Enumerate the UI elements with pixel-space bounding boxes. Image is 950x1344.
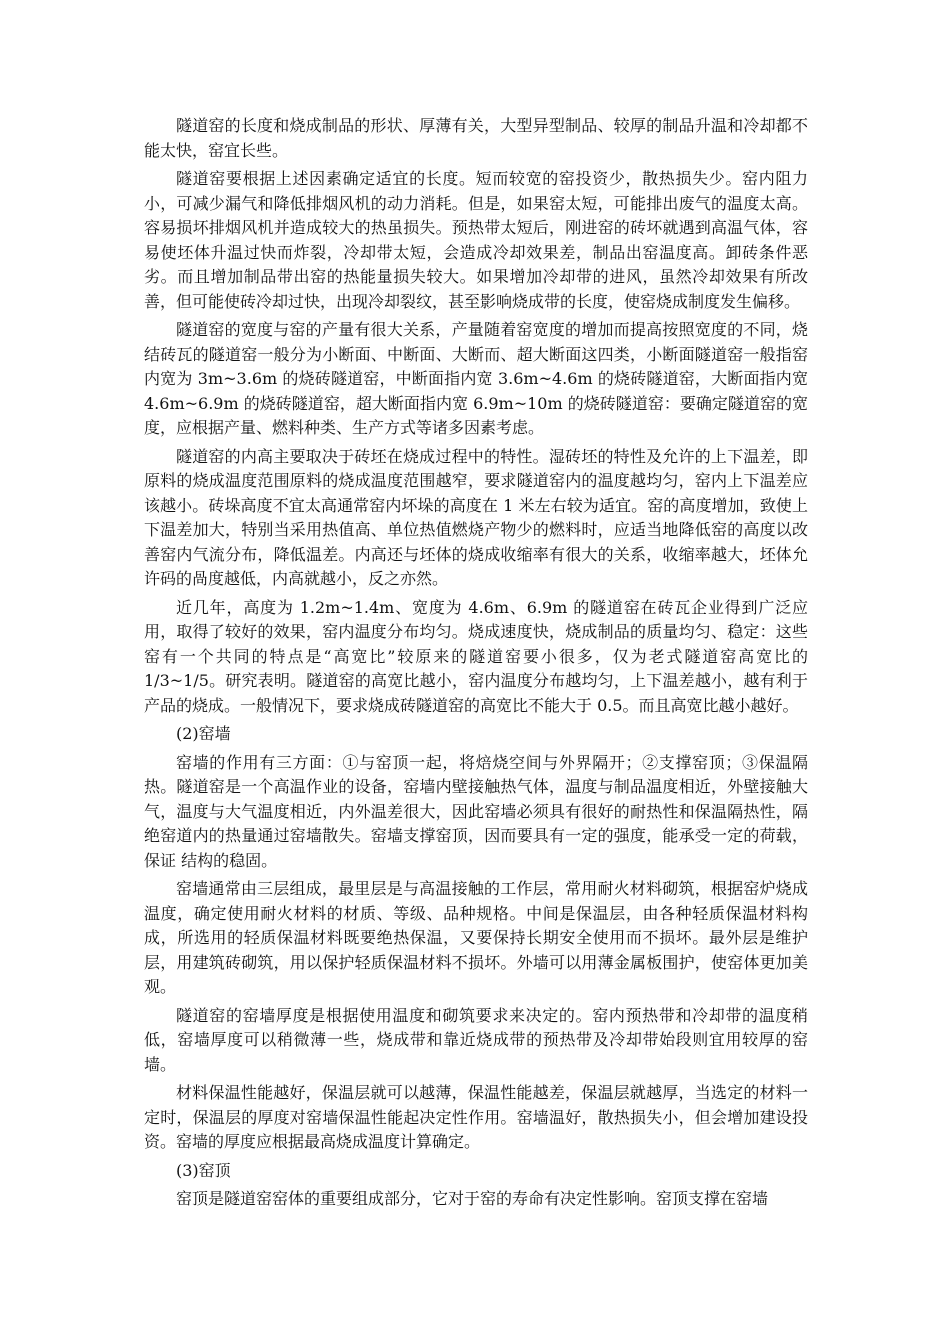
- paragraph-length-factors: 隧道窑要根据上述因素确定适宜的长度。短而较宽的窑投资少，散热损失少。窑内阻力小，可减少漏气和降低排烟风机的动力消耗。但是，如果窑太短，可能排出废气的温度太高。容易损坏排烟风机并造成较大的热虽损失。预热带太短后，刚进窑的砖坏就遇到高温气体，容易使坯体升温过快而炸裂，冷却带太短，会造成冷却效果差，制品出窑温度高。卸砖条件恶劣。而且增加制品带出窑的热能量损失较大。如果增加冷却带的进风，虽然冷却效果有所改善，但可能使砖冷却过快，出现冷却裂纹，甚至影响烧成带的长度，使窑烧成制度发生偏移。: [144, 169, 808, 311]
- section-heading-kiln-wall: (2)窑墙: [176, 724, 231, 743]
- paragraph-kiln-roof: 窑顶是隧道窑窑体的重要组成部分，它对于窑的寿命有决定性影响。窑顶支撑在窑墙: [176, 1189, 769, 1208]
- document-body: [144, 114, 808, 1212]
- paragraph-kiln-length: 隧道窑的长度和烧成制品的形状、厚薄有关，大型异型制品、较厚的制品升温和冷却都不能太快，窑宜长些。: [144, 116, 808, 160]
- paragraph-kiln-height: 隧道窑的内高主要取决于砖坯在烧成过程中的特性。湿砖坯的特性及允许的上下温差，即原料的烧成温度范围原料的烧成温度范围越窄，要求隧道窑内的温度越均匀，窑内上下温差应该越小。砖垛高度不宜太高通常窑内坏垛的高度在 1 米左右较为适宜。窑的高度增加，致使上下温差加大，特别当采用热值高、单位热值燃烧产物少的燃料时，应适当地降低窑的高度以改善窑内气流分布，降低温差。内高还与坯体的烧成收缩率有很大的关系，收缩率越大，坯体允许码的咼度越低，内高就越小，反之亦然。: [144, 446, 808, 588]
- paragraph-wall-functions: 窑墙的作用有三方面：①与窑顶一起，将焙烧空间与外界隔开；②支撑窑顶；③保温隔热。隧道窑是一个高温作业的设备，窑墙内壁接触热气体，温度与制品温度相近，外壁接触大气，温度与大气温度相近，内外温差很大，因此窑墙必须具有很好的耐热性和保温隔热性，隔绝窑道内的热量通过窑墙散失。窑墙支撑窑顶，因而要具有一定的强度，能承受一定的荷载，保证 结构的稳固。: [144, 752, 808, 870]
- paragraph-wall-thickness: 隧道窑的窑墙厚度是根据使用温度和砌筑要求来决定的。窑内预热带和冷却带的温度稍低，窑墙厚度可以稍微薄一些，烧成带和靠近烧成带的预热带及冷却带始段则宜用较厚的窑墙。: [144, 1005, 808, 1074]
- paragraph-kiln-width: 隧道窑的宽度与窑的产量有很大关系，产量随着窑宽度的增加而提高按照宽度的不同，烧结砖瓦的隧道窑一般分为小断面、中断面、大断而、超大断面这四类，小断面隧道窑一般指窑内宽为 3m~3.6m 的烧砖隧道窑，中断面指内宽 3.6m~4.6m 的烧砖隧道窑，大断面指内宽 4.6m~6.9m 的烧砖隧道窑，超大断面指内宽 6.9m~10m 的烧砖隧道窑：要确定隧道窑的宽度，应根据产量、燃料种类、生产方式等诸多因素考虑。: [144, 320, 808, 437]
- paragraph-insulation: 材料保温性能越好，保温层就可以越薄，保温性能越差，保温层就越厚，当选定的材料一定时，保温层的厚度对窑墙保温性能起决定性作用。窑墙温好，散热损失小，但会增加建设投资。窑墙的厚度应根据最高烧成温度计算确定。: [144, 1083, 808, 1151]
- section-heading-kiln-roof: (3)窑顶: [176, 1160, 231, 1180]
- paragraph-height-width-ratio: 近几年，高度为 1.2m~1.4m、宽度为 4.6m、6.9m 的隧道窑在砖瓦企业得到广泛应用，取得了较好的效果，窑内温度分布均匀。烧成速度快，烧成制品的质量均匀、稳定：这些窑有一个共同的特点是“高宽比”较原来的隧道窑要小很多，仅为老式隧道窑高宽比的 1/3~1/5。研究表明。隧道窑的高宽比越小，窑内温度分布越均匀，上下温差越小，越有利于产品的烧成。一般情况下，要求烧成砖隧道窑的高宽比不能大于 0.5。而且高宽比越小越好。: [144, 597, 808, 715]
- paragraph-wall-layers: 窑墙通常由三层组成，最里层是与高温接触的工作层，常用耐火材料砌筑，根据窑炉烧成温度，确定使用耐火材料的材质、等级、品种规格。中间是保温层，由各种轻质保温材料构成，所选用的轻质保温材料既要绝热保温，又要保持长期安全使用而不损坏。最外层是维护层，用建筑砖砌筑，用以保护轻质保温材料不损坏。外墙可以用薄金属板围护，使窑体更加美观。: [144, 879, 808, 996]
